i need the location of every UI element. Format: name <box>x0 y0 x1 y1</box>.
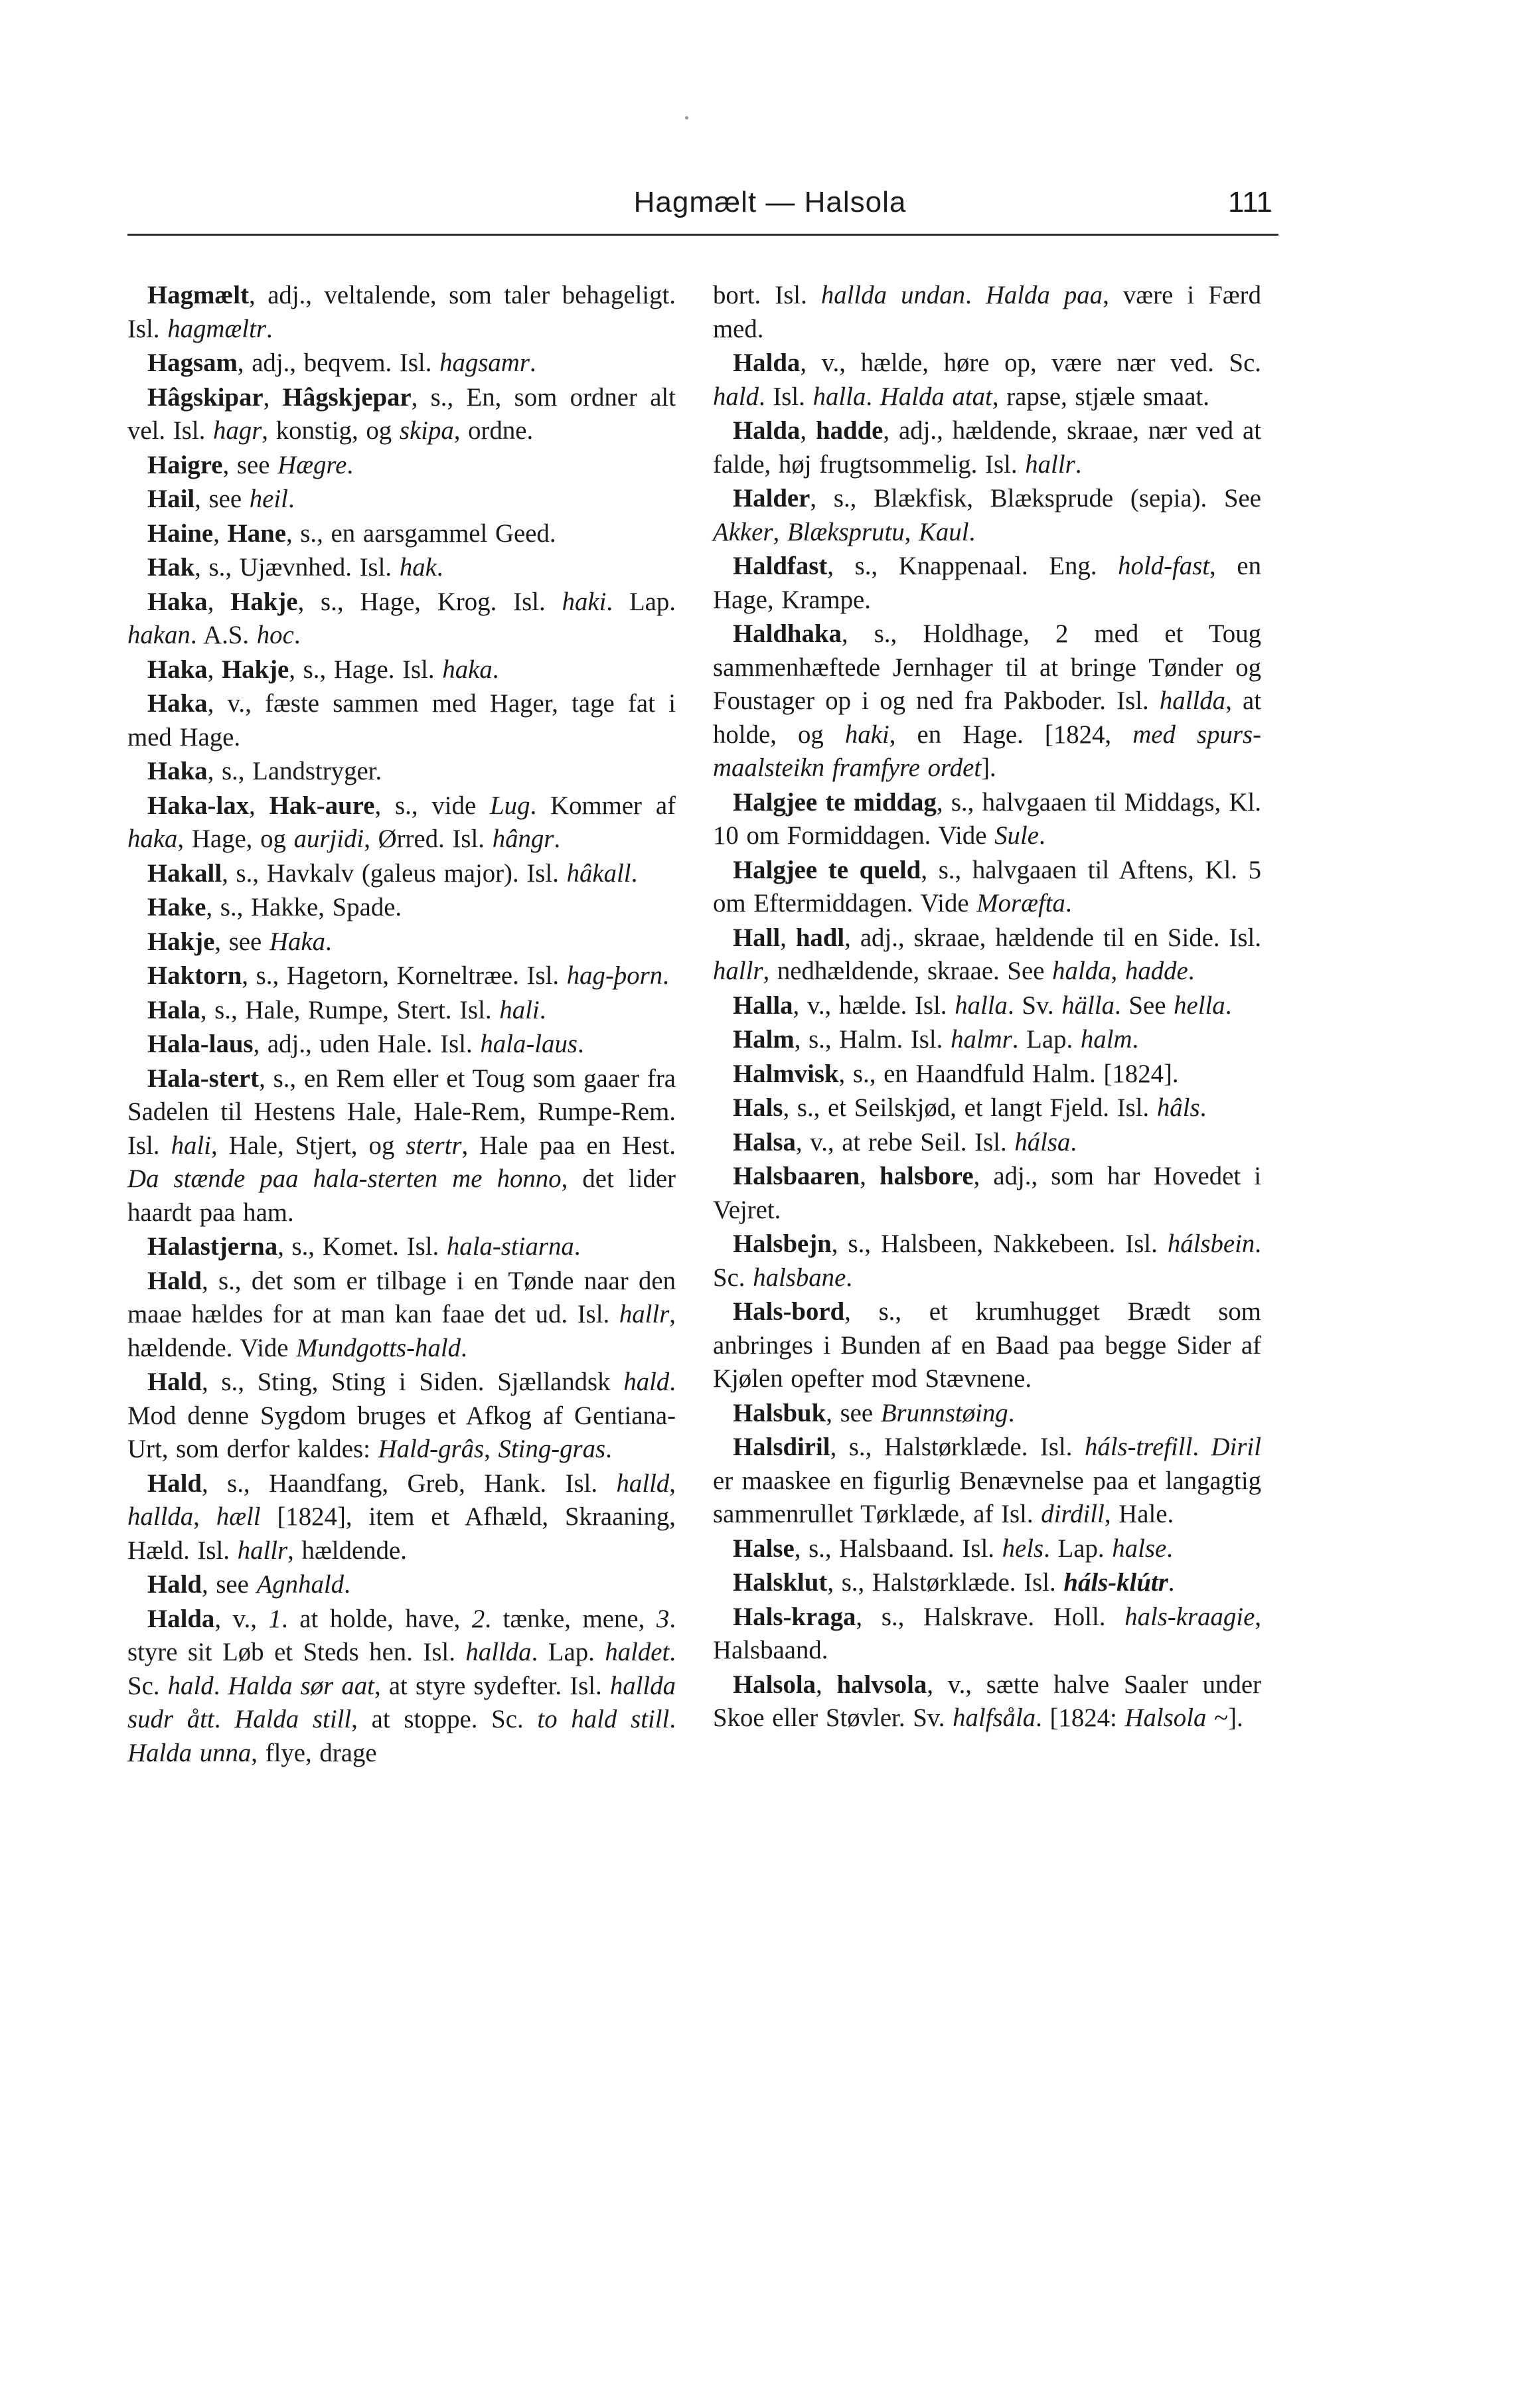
dictionary-entry: Halla, v., hælde. Isl. halla. Sv. hälla. See hella. <box>733 991 1232 1020</box>
dictionary-entry: Hala-stert, s., en Rem eller et Toug som gaaer fra Sadelen til Hestens Hale, Hale-Rem, Rumpe-Rem. Isl. hali, Hale, Stjert, og stertr, Hale paa en Hest. Da stænde paa hala-sterten me honno, det lider haardt paa ham. <box>127 1064 676 1227</box>
page-number: 111 <box>1228 186 1272 218</box>
dictionary-entry: Haine, Hane, s., en aarsgammel Geed. <box>147 518 556 548</box>
dictionary-entry: Halse, s., Halsbaand. Isl. hels. Lap. halse. <box>733 1534 1173 1563</box>
dictionary-entry: Halder, s., Blækfisk, Blæksprude (sepia). See Akker, Blæksprutu, Kaul. <box>713 484 1261 546</box>
dictionary-entry: Hake, s., Hakke, Spade. <box>147 893 402 921</box>
dictionary-entry: Haigre, see Hægre. <box>147 450 354 479</box>
dictionary-entry: Hald, s., Haandfang, Greb, Hank. Isl. halld, hallda, hæll [1824], item et Afhæld, Skraaning, Hæld. Isl. hallr, hældende. <box>127 1469 676 1565</box>
dictionary-entry: Hakall, s., Havkalv (galeus major). Isl. hâkall. <box>147 858 638 888</box>
dictionary-entry: Haka-lax, Hak-aure, s., vide Lug. Kommer af haka, Hage, og aurjidi, Ørred. Isl. hângr. <box>127 791 676 853</box>
dictionary-entry: bort. Isl. hallda undan. Halda paa, være i Færd med. <box>713 281 1261 343</box>
dictionary-entry: Halsklut, s., Halstørklæde. Isl. háls-klútr. <box>733 1568 1175 1597</box>
dictionary-entry: Hagsam, adj., beqvem. Isl. hagsamr. <box>147 349 536 377</box>
dictionary-entry: Halmvisk, s., en Haandfuld Halm. [1824]. <box>733 1059 1179 1088</box>
dictionary-entry: Halgjee te middag, s., halvgaaen til Middags, Kl. 10 om Formiddagen. Vide Sule. <box>713 787 1261 850</box>
dictionary-entry: Halda, v., 1. at holde, have, 2. tænke, mene, 3. styre sit Løb et Steds hen. Isl. hallda. Lap. haldet. Sc. hald. Halda sør aat, at styre sydefter. Isl. hallda sudr ått. Halda still, at stoppe. Sc. to hald still. Halda unna, flye, drage <box>127 1604 676 1767</box>
dictionary-entry: Hald, s., det som er tilbage i en Tønde naar den maae hældes for at man kan faae det ud. Isl. hallr, hældende. Vide Mundgotts-hald. <box>127 1266 676 1362</box>
dictionary-entry: Hall, hadl, adj., skraae, hældende til en Side. Isl. hallr, nedhældende, skraae. See halda, hadde. <box>713 923 1261 985</box>
dictionary-entry: Halsa, v., at rebe Seil. Isl. hálsa. <box>733 1127 1077 1156</box>
header-rule <box>127 234 1278 236</box>
dictionary-entry: Halsbuk, see Brunnstøing. <box>733 1398 1015 1427</box>
dictionary-entry: Hala-laus, adj., uden Hale. Isl. hala-laus. <box>147 1030 584 1058</box>
left-column <box>127 279 676 1771</box>
dictionary-entry: Halastjerna, s., Komet. Isl. hala-stiarna. <box>147 1232 581 1261</box>
dictionary-entry: Haka, v., fæste sammen med Hager, tage fat i med Hage. <box>127 689 676 752</box>
dictionary-entry: Halsdiril, s., Halstørklæde. Isl. háls-trefill. Diril er maaskee en figurlig Benævnelse paa et langagtig sammenrullet Tørklæde, af Isl. dirdill, Hale. <box>713 1433 1261 1528</box>
speck-mark <box>685 116 688 120</box>
dictionary-entry: Hals-kraga, s., Halskrave. Holl. hals-kraagie, Halsbaand. <box>713 1602 1261 1664</box>
dictionary-entry: Hala, s., Hale, Rumpe, Stert. Isl. hali. <box>147 995 546 1024</box>
dictionary-entry: Hals, s., et Seilskjød, et langt Fjeld. Isl. hâls. <box>733 1093 1207 1122</box>
dictionary-entry: Hak, s., Ujævnhed. Isl. hak. <box>147 553 443 582</box>
dictionary-entry: Halsola, halvsola, v., sætte halve Saaler under Skoe eller Støvler. Sv. halfsåla. [1824: Halsola ~]. <box>713 1670 1261 1732</box>
dictionary-entry: Hagmælt, adj., veltalende, som taler behageligt. Isl. hagmæltr. <box>127 281 676 343</box>
dictionary-entry: Hals-bord, s., et krumhugget Brædt som anbringes i Bunden af en Baad paa begge Sider af Kjølen opefter mod Stævnene. <box>713 1297 1261 1393</box>
dictionary-entry: Halda, v., hælde, høre op, være nær ved. Sc. hald. Isl. halla. Halda atat, rapse, stjæle smaat. <box>713 349 1261 411</box>
dictionary-entry: Halm, s., Halm. Isl. halmr. Lap. halm. <box>733 1025 1139 1054</box>
dictionary-entry: Haldhaka, s., Holdhage, 2 med et Toug sammenhæftede Jernhager til at bringe Tønder og Foustager op i og ned fra Pakboder. Isl. hallda, at holde, og haki, en Hage. [1824, med spurs-maalsteikn framfyre ordet]. <box>713 619 1261 782</box>
dictionary-entry: Haktorn, s., Hagetorn, Korneltræe. Isl. hag-þorn. <box>147 961 669 990</box>
dictionary-entry: Halsbejn, s., Halsbeen, Nakkebeen. Isl. hálsbein. Sc. halsbane. <box>713 1230 1261 1292</box>
right-column <box>713 279 1261 1736</box>
dictionary-entry: Halgjee te queld, s., halvgaaen til Aftens, Kl. 5 om Eftermiddagen. Vide Moræfta. <box>713 855 1261 917</box>
running-header: Hagmælt — Halsola <box>633 186 907 218</box>
dictionary-entry: Haldfast, s., Knappenaal. Eng. hold-fast, en Hage, Krampe. <box>713 552 1261 614</box>
dictionary-entry: Hald, see Agnhald. <box>147 1570 350 1599</box>
dictionary-entry: Haka, Hakje, s., Hage. Isl. haka. <box>147 655 499 684</box>
dictionary-entry: Haka, s., Landstryger. <box>147 757 382 785</box>
dictionary-entry: Halda, hadde, adj., hældende, skraae, nær ved at falde, høj frugtsommelig. Isl. hallr. <box>713 416 1261 479</box>
dictionary-entry: Hald, s., Sting, Sting i Siden. Sjællandsk hald. Mod denne Sygdom bruges et Afkog af Gentiana-Urt, som derfor kaldes: Hald-grâs, Sting-gras. <box>127 1368 676 1463</box>
dictionary-entry: Hâgskipar, Hâgskjepar, s., En, som ordner alt vel. Isl. hagr, konstig, og skipa, ordne. <box>127 382 676 445</box>
dictionary-entry: Hakje, see Haka. <box>147 927 332 956</box>
dictionary-entry: Hail, see heil. <box>147 485 295 513</box>
dictionary-entry: Halsbaaren, halsbore, adj., som har Hovedet i Vejret. <box>713 1162 1261 1224</box>
dictionary-entry: Haka, Hakje, s., Hage, Krog. Isl. haki. Lap. hakan. A.S. hoc. <box>127 587 676 649</box>
